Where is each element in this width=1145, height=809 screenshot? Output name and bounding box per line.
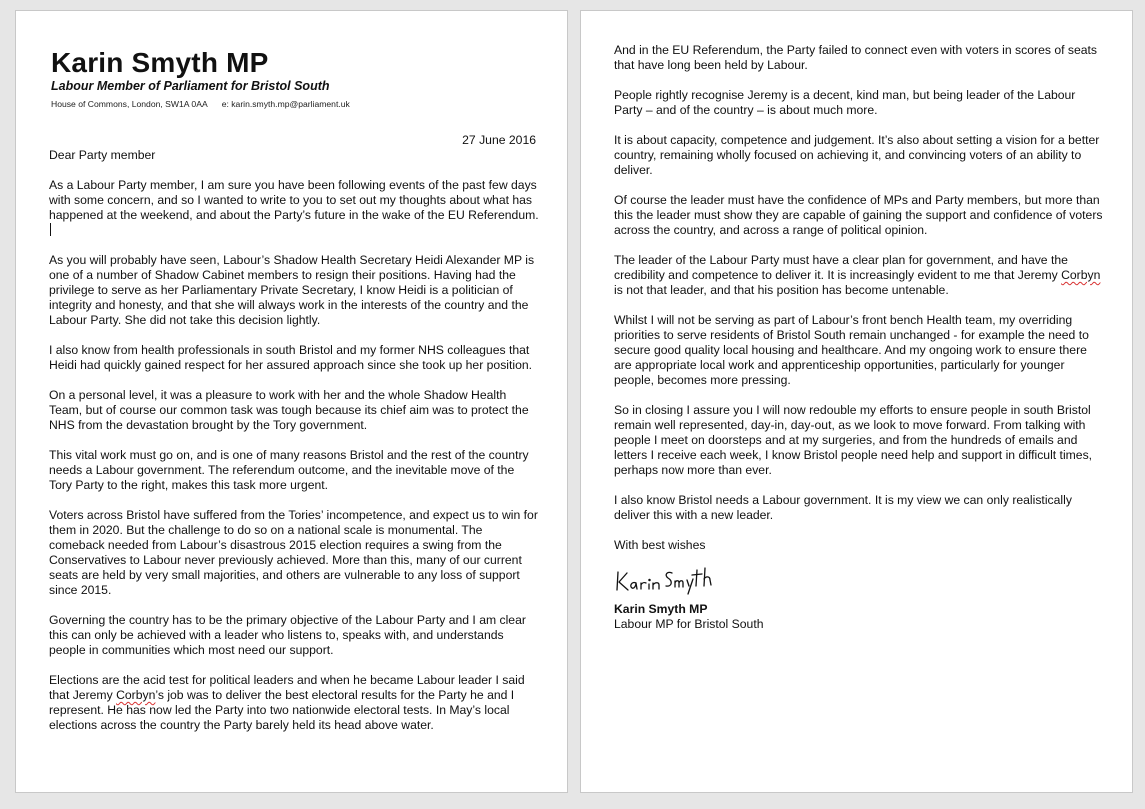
- paragraph[interactable]: It is about capacity, competence and judgement. It’s also about setting a vision for a better country, remaining wholly focused on achieving it, and convincing voters of an ability to deliver.: [614, 133, 1100, 177]
- paragraph[interactable]: And in the EU Referendum, the Party failed to connect even with voters in scores of seats that have long been held by Labour.: [614, 43, 1098, 72]
- paragraph[interactable]: On a personal level, it was a pleasure to work with her and the whole Shadow Health Team, but of course our common task was tough because its chief aim was to protect the NHS from the devastation brought by the Tory government.: [49, 388, 529, 432]
- letter-body-page-1[interactable]: [49, 148, 539, 748]
- paragraph[interactable]: The leader of the Labour Party must have a clear plan for government, and have the credibility and competence to deliver it. It is increasingly evident to me that Jeremy Corbyn is not that leader, and that his position has become untenable.: [614, 253, 1101, 297]
- paragraph[interactable]: Of course the leader must have the confidence of MPs and Party members, but more than this the leader must show they are capable of gaining the support and confidence of voters across the country, and across a range of political opinion.: [614, 193, 1103, 237]
- signature-drawing: [614, 564, 724, 598]
- paragraph[interactable]: People rightly recognise Jeremy is a decent, kind man, but being leader of the Labour Party – and of the country – is about much more.: [614, 88, 1076, 117]
- paragraph[interactable]: This vital work must go on, and is one of many reasons Bristol and the rest of the country needs a Labour government. The referendum outcome, and the inevitable move of the Tory Party to the right, makes this task more urgent.: [49, 448, 529, 492]
- spelling-error-mark[interactable]: Corbyn: [116, 688, 156, 702]
- signoff-name[interactable]: Karin Smyth MP: [614, 602, 708, 616]
- paragraph[interactable]: Whilst I will not be serving as part of Labour’s front bench Health team, my overriding priorities to serve residents of Bristol South remain unchanged - for example the need to secure good quality local housing and healthcare. And my ongoing work to ensure there are appropriate local work and apprenticeship opportunities, particularly for younger people, becomes more pressing.: [614, 313, 1089, 387]
- letterhead-address: House of Commons, London, SW1A 0AA: [51, 99, 208, 109]
- closing[interactable]: With best wishes: [614, 538, 706, 552]
- letterhead-contact: [51, 99, 541, 110]
- paragraph[interactable]: I also know Bristol needs a Labour government. It is my view we can only realistically deliver this with a new leader.: [614, 493, 1072, 522]
- paragraph[interactable]: Voters across Bristol have suffered from the Tories’ incompetence, and expect us to win for them in 2020. But the challenge to do so on a national scale is monumental. The comeback needed from Labour’s disastrous 2015 election requires a swing from the Conservatives to Labour never previously achieved. More than this, many of our current seats are held by very small majorities, and others are vulnerable to any loss of support since 2015.: [49, 508, 538, 597]
- document-page-1: [15, 10, 568, 793]
- signoff-title[interactable]: Labour MP for Bristol South: [614, 617, 764, 631]
- spelling-error-mark[interactable]: Corbyn: [1061, 268, 1101, 282]
- letterhead-subtitle: Labour Member of Parliament for Bristol South: [51, 79, 330, 93]
- letterhead-email: e: karin.smyth.mp@parliament.uk: [221, 99, 350, 109]
- letter-date: 27 June 2016: [462, 133, 536, 147]
- paragraph[interactable]: As you will probably have seen, Labour’s Shadow Health Secretary Heidi Alexander MP is one of a number of Shadow Cabinet members to resign their positions. Having had the privilege to serve as her Parliamentary Private Secretary, I know Heidi is a politician of integrity and honesty, and that she will always work in the interests of the country and the Labour Party. She did not take this decision lightly.: [49, 253, 535, 327]
- text-cursor: [50, 223, 51, 236]
- salutation[interactable]: Dear Party member: [49, 148, 156, 162]
- paragraph[interactable]: So in closing I assure you I will now redouble my efforts to ensure people in south Bristol remain well represented, day-in, day-out, as we look to move forward. From talking with people I meet on doorsteps and at my surgeries, and from the hundreds of emails and letters I receive each week, I know Bristol people need help and support in difficult times, perhaps now more than ever.: [614, 403, 1093, 477]
- handwritten-signature: [614, 564, 1104, 598]
- paragraph[interactable]: As a Labour Party member, I am sure you have been following events of the past few days with some concern, and so I wanted to write to you to set out my thoughts about what has happened at the weekend, and about the Party’s future in the wake of the EU Referendum.: [49, 178, 539, 238]
- letterhead: [51, 47, 541, 110]
- letterhead-name: Karin Smyth MP: [51, 47, 269, 78]
- document-page-2: [580, 10, 1133, 793]
- paragraph[interactable]: Elections are the acid test for political leaders and when he became Labour leader I said that Jeremy Corbyn’s job was to deliver the best electoral results for the Party he and I represent. He has now led the Party into two nationwide electoral tests. In May’s local elections across the country the Party barely held its head above water.: [49, 673, 525, 732]
- letter-body-page-2[interactable]: [614, 43, 1104, 632]
- paragraph[interactable]: Governing the country has to be the primary objective of the Labour Party and I am clear this can only be achieved with a leader who listens to, speaks with, and understands people in communities which most need our support.: [49, 613, 526, 657]
- paragraph[interactable]: I also know from health professionals in south Bristol and my former NHS colleagues that Heidi had quickly gained respect for her assured approach since she took up her position.: [49, 343, 533, 372]
